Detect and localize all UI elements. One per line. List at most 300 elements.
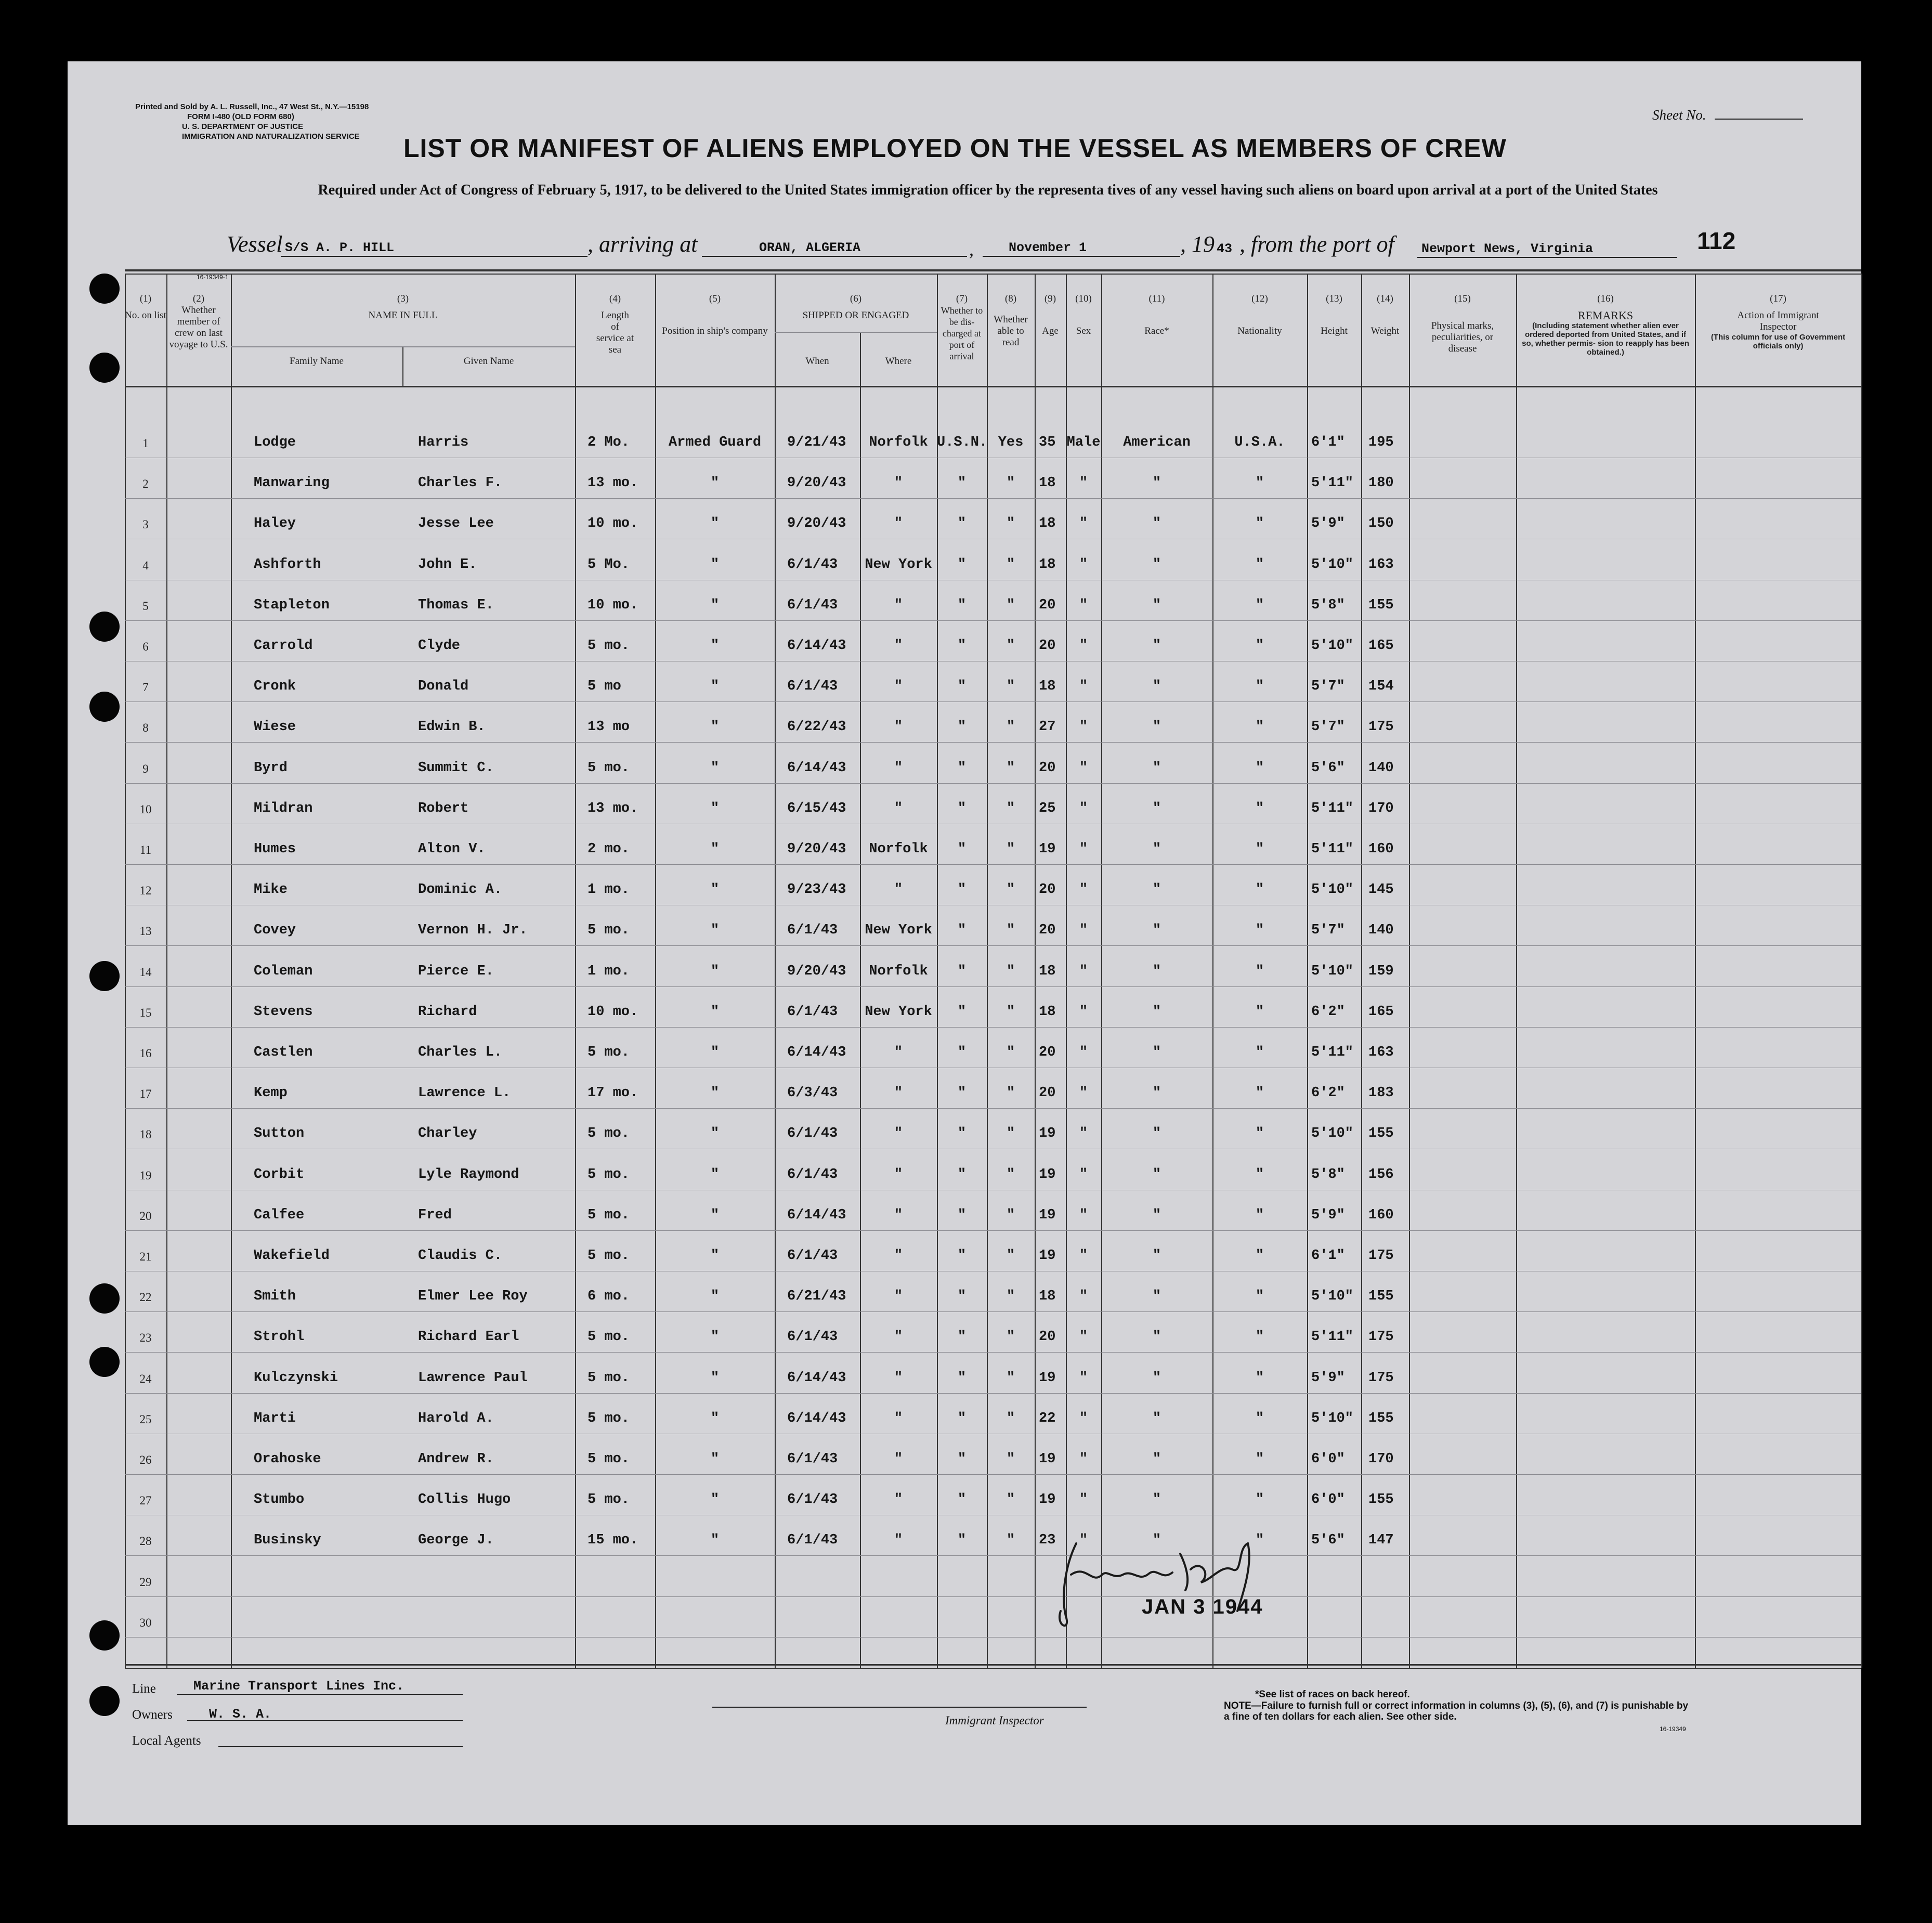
shipped-when-cell: 6/1/43	[787, 1248, 838, 1264]
shipped-when-cell: 6/1/43	[787, 1492, 838, 1508]
sex-cell: "	[1079, 1532, 1088, 1549]
row-number: 4	[142, 558, 149, 572]
length-of-service-cell: 17 mo.	[588, 1085, 638, 1101]
height-cell: 5'11"	[1311, 1045, 1354, 1060]
shipped-when-cell: 6/14/43	[787, 1207, 846, 1223]
nationality-cell: "	[1255, 800, 1264, 816]
able-to-read-cell: Yes	[998, 435, 1024, 450]
nationality-cell: "	[1255, 1370, 1264, 1386]
length-of-service-cell: 5 mo.	[588, 1329, 630, 1345]
nationality-cell: "	[1255, 760, 1264, 776]
punch-hole	[89, 353, 120, 383]
given-name-cell: Richard Earl	[418, 1329, 519, 1345]
able-to-read-cell: "	[1006, 638, 1015, 654]
col-header-1: (1) No. on list	[125, 293, 166, 321]
weight-cell: 159	[1368, 963, 1394, 979]
age-cell: 18	[1039, 679, 1056, 695]
age-cell: 19	[1039, 1492, 1056, 1508]
age-cell: 19	[1039, 1126, 1056, 1142]
weight-cell: 160	[1368, 841, 1394, 857]
col-line	[1409, 274, 1410, 1668]
row-rule	[125, 1352, 1861, 1353]
height-cell: 5'6"	[1311, 760, 1345, 776]
shipped-when-cell: 6/3/43	[787, 1085, 838, 1101]
race-cell: "	[1152, 841, 1161, 857]
line-label: Line	[132, 1682, 156, 1696]
weight-cell: 175	[1368, 1248, 1394, 1264]
family-name-cell: Humes	[254, 841, 296, 857]
weight-cell: 155	[1368, 1126, 1394, 1142]
able-to-read-cell: "	[1006, 1451, 1015, 1467]
row-rule	[125, 498, 1861, 499]
length-of-service-cell: 5 mo.	[588, 1370, 630, 1386]
family-name-cell: Castlen	[254, 1045, 313, 1060]
col-header-6: (6) SHIPPED OR ENGAGED	[802, 293, 909, 321]
weight-cell: 165	[1368, 638, 1394, 654]
family-name-cell: Manwaring	[254, 475, 330, 491]
position-cell: "	[710, 597, 720, 613]
position-cell: "	[710, 800, 720, 816]
page-number: 112	[1697, 227, 1736, 254]
date-value: November 1	[1009, 240, 1087, 255]
nationality-cell: "	[1255, 1248, 1264, 1264]
shipped-when-cell: 9/20/43	[787, 963, 846, 979]
able-to-read-cell: "	[1006, 841, 1015, 857]
sex-cell: "	[1079, 1085, 1088, 1101]
family-name-cell: Mike	[254, 882, 288, 898]
shipped-where-cell: "	[894, 1166, 903, 1183]
col-header-4: (4) Length of service at sea	[596, 293, 634, 355]
weight-cell: 140	[1368, 760, 1394, 776]
row-number: 7	[142, 681, 149, 694]
able-to-read-cell: "	[1006, 1207, 1015, 1223]
form-code: 16-19349-1	[197, 274, 229, 281]
weight-cell: 155	[1368, 1492, 1394, 1508]
position-cell: "	[710, 1410, 720, 1426]
family-name-cell: Calfee	[254, 1207, 305, 1223]
length-of-service-cell: 5 mo.	[588, 1207, 630, 1223]
date-stamp: JAN 3 1944	[1142, 1595, 1263, 1618]
owners-rule	[187, 1720, 463, 1721]
able-to-read-cell: "	[1006, 475, 1015, 491]
sex-cell: "	[1079, 638, 1088, 654]
age-cell: 20	[1039, 597, 1056, 613]
given-name-cell: Fred	[418, 1207, 452, 1223]
sex-cell: "	[1079, 1248, 1088, 1264]
length-of-service-cell: 1 mo.	[588, 963, 630, 979]
age-cell: 18	[1039, 1004, 1056, 1020]
shipped-where-cell: Norfolk	[869, 841, 928, 857]
sex-cell: "	[1079, 841, 1088, 857]
row-number: 23	[139, 1331, 152, 1345]
discharged-cell: "	[957, 882, 967, 898]
given-name-cell: Charles L.	[418, 1045, 503, 1060]
shipped-when-cell: 6/15/43	[787, 800, 846, 816]
discharged-cell: "	[957, 1329, 967, 1345]
row-number: 17	[139, 1087, 152, 1101]
row-number: 26	[139, 1453, 152, 1466]
discharged-cell: "	[957, 1085, 967, 1101]
row-number: 14	[139, 965, 152, 979]
weight-cell: 175	[1368, 719, 1394, 735]
length-of-service-cell: 1 mo.	[588, 882, 630, 898]
shipped-where-cell: New York	[865, 922, 932, 939]
punch-hole	[89, 612, 120, 642]
height-cell: 5'10"	[1311, 1126, 1354, 1142]
length-of-service-cell: 5 mo.	[588, 1045, 630, 1060]
row-number: 19	[139, 1168, 152, 1182]
row-number: 2	[142, 477, 149, 491]
shipped-where-cell: "	[894, 1207, 903, 1223]
race-cell: "	[1152, 679, 1161, 695]
row-number: 22	[139, 1291, 152, 1304]
discharged-cell: "	[957, 841, 967, 857]
col-line	[1516, 274, 1517, 1668]
age-cell: 18	[1039, 1289, 1056, 1305]
col-header-given: Given Name	[463, 356, 514, 367]
row-number: 27	[139, 1494, 152, 1508]
weight-cell: 195	[1368, 435, 1394, 450]
position-cell: "	[710, 1085, 720, 1101]
family-name-cell: Covey	[254, 922, 296, 939]
position-cell: Armed Guard	[668, 435, 762, 450]
sex-cell: "	[1079, 1451, 1088, 1467]
col-line	[1035, 274, 1036, 1668]
given-name-cell: Edwin B.	[418, 719, 486, 735]
row-number: 18	[139, 1128, 152, 1141]
row-number: 28	[139, 1535, 152, 1548]
age-cell: 22	[1039, 1410, 1056, 1426]
length-of-service-cell: 5 mo	[588, 679, 621, 695]
col-line	[1861, 274, 1862, 1668]
height-cell: 5'9"	[1311, 516, 1345, 532]
shipped-where-cell: Norfolk	[869, 435, 928, 450]
weight-cell: 147	[1368, 1532, 1394, 1549]
given-name-cell: Lawrence L.	[418, 1085, 511, 1101]
given-name-cell: Charles F.	[418, 475, 503, 491]
row-number: 12	[139, 884, 152, 898]
position-cell: "	[710, 1166, 720, 1183]
col-line	[166, 274, 167, 1668]
position-cell: "	[710, 556, 720, 573]
inspector-rule	[712, 1707, 1087, 1708]
height-cell: 5'7"	[1311, 719, 1345, 735]
able-to-read-cell: "	[1006, 679, 1015, 695]
nationality-cell: "	[1255, 679, 1264, 695]
race-cell: "	[1152, 1248, 1161, 1264]
sex-cell: "	[1079, 1289, 1088, 1305]
line-value: Marine Transport Lines Inc.	[193, 1679, 404, 1694]
height-cell: 6'1"	[1311, 435, 1345, 450]
able-to-read-cell: "	[1006, 1410, 1015, 1426]
able-to-read-cell: "	[1006, 1329, 1015, 1345]
position-cell: "	[710, 1248, 720, 1264]
discharged-cell: "	[957, 1492, 967, 1508]
local-agents-label: Local Agents	[132, 1734, 201, 1748]
shipped-when-cell: 6/1/43	[787, 597, 838, 613]
shipped-subrule	[775, 332, 937, 333]
inspector-signature	[1045, 1533, 1263, 1637]
height-cell: 5'6"	[1311, 1532, 1345, 1549]
shipped-when-cell: 6/1/43	[787, 556, 838, 573]
height-cell: 5'10"	[1311, 963, 1354, 979]
position-cell: "	[710, 1451, 720, 1467]
row-rule	[125, 1393, 1861, 1394]
given-name-cell: Lyle Raymond	[418, 1166, 519, 1183]
page-title: LIST OR MANIFEST OF ALIENS EMPLOYED ON THE VESSEL AS MEMBERS OF CREW	[403, 134, 1507, 163]
given-name-cell: Harris	[418, 435, 469, 450]
col-header-2: (2) Whether member of crew on last voyage to U.S.	[169, 293, 228, 350]
able-to-read-cell: "	[1006, 1126, 1015, 1142]
race-cell: "	[1152, 1166, 1161, 1183]
col-header-9: (9) Age	[1042, 293, 1059, 336]
race-cell: "	[1152, 963, 1161, 979]
table-bottom-rule-2	[125, 1668, 1861, 1669]
length-of-service-cell: 10 mo.	[588, 597, 638, 613]
row-rule	[125, 1555, 1861, 1556]
col-header-17: (17) Action of Immigrant Inspector (This column for use of Government officials only)	[1711, 293, 1846, 350]
discharged-cell: U.S.N.	[937, 435, 988, 450]
height-cell: 6'0"	[1311, 1451, 1345, 1467]
age-cell: 19	[1039, 1248, 1056, 1264]
weight-cell: 170	[1368, 1451, 1394, 1467]
discharged-cell: "	[957, 1004, 967, 1020]
height-cell: 6'2"	[1311, 1004, 1345, 1020]
shipped-where-cell: "	[894, 719, 903, 735]
shipped-when-cell: 6/1/43	[787, 922, 838, 939]
sex-cell: "	[1079, 679, 1088, 695]
row-rule	[125, 701, 1861, 702]
race-cell: "	[1152, 1085, 1161, 1101]
able-to-read-cell: "	[1006, 719, 1015, 735]
able-to-read-cell: "	[1006, 516, 1015, 532]
col-line	[1307, 274, 1308, 1668]
race-cell: "	[1152, 800, 1161, 816]
given-name-cell: Clyde	[418, 638, 461, 654]
shipped-where-cell: "	[894, 1289, 903, 1305]
height-cell: 5'11"	[1311, 800, 1354, 816]
age-cell: 35	[1039, 435, 1056, 450]
length-of-service-cell: 6 mo.	[588, 1289, 630, 1305]
length-of-service-cell: 5 mo.	[588, 1410, 630, 1426]
table-top-rule-2	[125, 274, 1861, 275]
sex-cell: "	[1079, 963, 1088, 979]
given-name-cell: Elmer Lee Roy	[418, 1289, 528, 1305]
shipped-where-cell: "	[894, 679, 903, 695]
age-cell: 20	[1039, 638, 1056, 654]
sex-cell: "	[1079, 1370, 1088, 1386]
discharged-cell: "	[957, 638, 967, 654]
age-cell: 27	[1039, 719, 1056, 735]
able-to-read-cell: "	[1006, 922, 1015, 939]
row-number: 20	[139, 1209, 152, 1223]
race-cell: "	[1152, 597, 1161, 613]
weight-cell: 175	[1368, 1370, 1394, 1386]
age-cell: 20	[1039, 1045, 1056, 1060]
given-name-cell: Robert	[418, 800, 469, 816]
discharged-cell: "	[957, 922, 967, 939]
name-subrule	[231, 346, 575, 347]
row-rule	[125, 1637, 1861, 1638]
position-cell: "	[710, 1370, 720, 1386]
age-cell: 19	[1039, 841, 1056, 857]
family-name-cell: Wiese	[254, 719, 296, 735]
shipped-where-cell: "	[894, 516, 903, 532]
col-header-13: (13) Height	[1321, 293, 1348, 336]
able-to-read-cell: "	[1006, 1370, 1015, 1386]
row-number: 15	[139, 1006, 152, 1019]
position-cell: "	[710, 1532, 720, 1549]
punch-hole	[89, 692, 120, 722]
shipped-where-cell: New York	[865, 556, 932, 573]
height-cell: 5'10"	[1311, 1289, 1354, 1305]
arriving-value: ORAN, ALGERIA	[759, 240, 861, 255]
position-cell: "	[710, 638, 720, 654]
discharged-cell: "	[957, 597, 967, 613]
height-cell: 5'7"	[1311, 922, 1345, 939]
race-cell: American	[1123, 435, 1191, 450]
length-of-service-cell: 5 mo.	[588, 1492, 630, 1508]
race-note: *See list of races on back hereof.	[1255, 1689, 1410, 1700]
shipped-where-cell: "	[894, 1329, 903, 1345]
height-cell: 6'1"	[1311, 1248, 1345, 1264]
position-cell: "	[710, 516, 720, 532]
position-cell: "	[710, 1207, 720, 1223]
row-rule	[125, 1596, 1861, 1597]
shipped-where-cell: "	[894, 475, 903, 491]
nationality-cell: "	[1255, 1532, 1264, 1549]
sex-cell: "	[1079, 556, 1088, 573]
position-cell: "	[710, 760, 720, 776]
able-to-read-cell: "	[1006, 1004, 1015, 1020]
col-line	[125, 274, 126, 1668]
height-cell: 6'0"	[1311, 1492, 1345, 1508]
able-to-read-cell: "	[1006, 1166, 1015, 1183]
given-name-cell: George J.	[418, 1532, 494, 1549]
age-cell: 20	[1039, 922, 1056, 939]
col-header-5: (5) Position in ship's company	[662, 293, 768, 336]
shipped-where-cell: "	[894, 1410, 903, 1426]
race-cell: "	[1152, 882, 1161, 898]
from-label: , from the port of	[1239, 231, 1394, 257]
row-number: 6	[142, 640, 149, 653]
family-name-cell: Corbit	[254, 1166, 305, 1183]
height-cell: 5'10"	[1311, 638, 1354, 654]
owners-value: W. S. A.	[209, 1707, 272, 1722]
given-name-cell: Richard	[418, 1004, 477, 1020]
row-number: 10	[139, 802, 152, 816]
position-cell: "	[710, 1329, 720, 1345]
length-of-service-cell: 5 mo.	[588, 1248, 630, 1264]
sex-cell: Male	[1066, 435, 1101, 450]
position-cell: "	[710, 719, 720, 735]
family-name-cell: Stevens	[254, 1004, 313, 1020]
height-cell: 5'10"	[1311, 1410, 1354, 1426]
col-header-14: (14) Weight	[1370, 293, 1400, 336]
length-of-service-cell: 13 mo	[588, 719, 630, 735]
nationality-cell: "	[1255, 1085, 1264, 1101]
nationality-cell: "	[1255, 638, 1264, 654]
given-name-cell: Jesse Lee	[418, 516, 494, 532]
age-cell: 20	[1039, 1085, 1056, 1101]
col-line	[1695, 274, 1696, 1668]
printer-imprint: Printed and Sold by A. L. Russell, Inc., 47 West St., N.Y.—15198 FORM I-480 (OLD FORM 680) U. S. DEPARTMENT OF JUSTICE IMMIGRATION AND NATURALIZATION SERVICE	[135, 102, 369, 141]
shipped-where-cell: "	[894, 760, 903, 776]
row-rule	[125, 620, 1861, 621]
weight-cell: 155	[1368, 1289, 1394, 1305]
nationality-cell: "	[1255, 1492, 1264, 1508]
col-line	[231, 274, 232, 1668]
shipped-where-cell: "	[894, 800, 903, 816]
given-name-cell: Thomas E.	[418, 597, 494, 613]
able-to-read-cell: "	[1006, 1532, 1015, 1549]
length-of-service-cell: 15 mo.	[588, 1532, 638, 1549]
age-cell: 18	[1039, 556, 1056, 573]
row-number: 9	[142, 762, 149, 775]
row-rule	[125, 1311, 1861, 1312]
family-name-cell: Coleman	[254, 963, 313, 979]
sex-cell: "	[1079, 1166, 1088, 1183]
position-cell: "	[710, 1045, 720, 1060]
date-line	[983, 256, 1180, 257]
col-line	[860, 332, 861, 1668]
punch-hole	[89, 274, 120, 304]
shipped-when-cell: 6/1/43	[787, 1166, 838, 1183]
height-cell: 5'9"	[1311, 1207, 1345, 1223]
shipped-when-cell: 6/1/43	[787, 1532, 838, 1549]
able-to-read-cell: "	[1006, 1248, 1015, 1264]
sex-cell: "	[1079, 1207, 1088, 1223]
race-cell: "	[1152, 1126, 1161, 1142]
discharged-cell: "	[957, 516, 967, 532]
shipped-when-cell: 6/1/43	[787, 1451, 838, 1467]
family-name-cell: Byrd	[254, 760, 288, 776]
shipped-where-cell: "	[894, 1248, 903, 1264]
page-subtitle: Required under Act of Congress of February 5, 1917, to be delivered to the United States immigration officer by the representa tives of any vessel having such aliens on board upon arrival at a port of the United States	[318, 182, 1658, 198]
table-bottom-rule	[125, 1664, 1861, 1666]
able-to-read-cell: "	[1006, 963, 1015, 979]
punch-hole	[89, 1686, 120, 1716]
given-name-cell: Claudis C.	[418, 1248, 503, 1264]
age-cell: 18	[1039, 475, 1056, 491]
length-of-service-cell: 5 mo.	[588, 1451, 630, 1467]
row-number: 3	[142, 518, 149, 531]
shipped-where-cell: Norfolk	[869, 963, 928, 979]
family-name-cell: Cronk	[254, 679, 296, 695]
discharged-cell: "	[957, 1532, 967, 1549]
discharged-cell: "	[957, 1410, 967, 1426]
given-name-cell: Pierce E.	[418, 963, 494, 979]
discharged-cell: "	[957, 1126, 967, 1142]
weight-cell: 155	[1368, 597, 1394, 613]
weight-cell: 154	[1368, 679, 1394, 695]
local-agents-rule	[218, 1746, 463, 1747]
sex-cell: "	[1079, 1004, 1088, 1020]
punch-hole	[89, 961, 120, 991]
given-name-cell: Donald	[418, 679, 469, 695]
manifest-sheet	[68, 61, 1861, 1825]
row-rule	[125, 742, 1861, 743]
race-cell: "	[1152, 922, 1161, 939]
position-cell: "	[710, 922, 720, 939]
given-name-cell: Alton V.	[418, 841, 486, 857]
family-name-cell: Lodge	[254, 435, 296, 450]
height-cell: 5'9"	[1311, 1370, 1345, 1386]
col-header-16: (16) REMARKS (Including statement whether alien ever ordered deported from United States, and if so, whether permis- sion to reapply has been obtained.)	[1522, 293, 1689, 357]
shipped-where-cell: "	[894, 1370, 903, 1386]
height-cell: 5'10"	[1311, 556, 1354, 573]
year-prefix: , 19	[1180, 231, 1215, 257]
